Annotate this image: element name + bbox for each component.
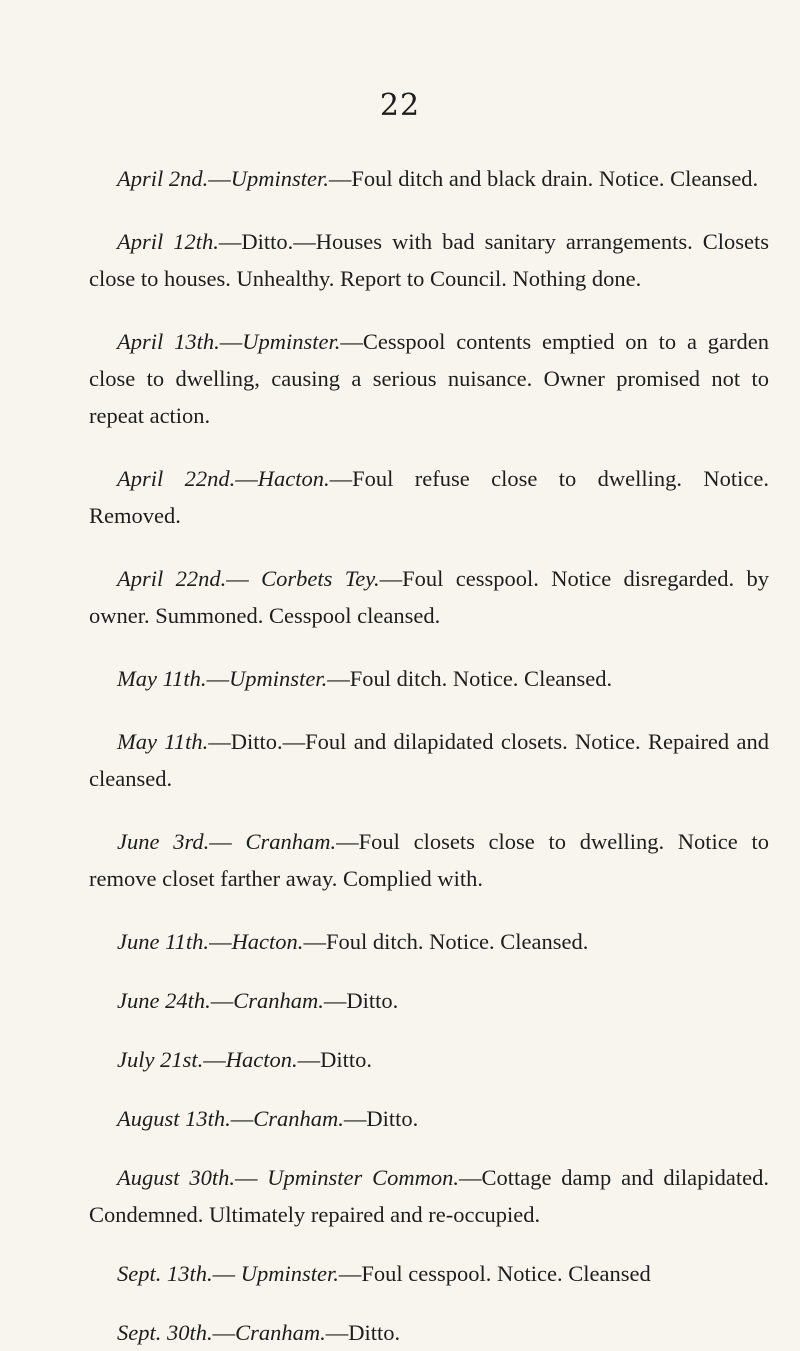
- entry-place: Upminster.: [240, 1261, 339, 1286]
- entry-separator: —: [226, 566, 262, 591]
- entry-separator: —: [208, 729, 231, 754]
- entry-text: —Ditto.: [343, 1106, 419, 1131]
- entry-place: Cranham.: [233, 988, 324, 1013]
- entry-text: —Foul ditch. Notice. Cleansed.: [327, 666, 613, 691]
- entry-date: August 30th.: [117, 1165, 235, 1190]
- entry-text: —Foul refuse close to dwelling. Notice. Removed.: [89, 466, 769, 528]
- entry-separator: —: [210, 988, 234, 1013]
- entry-separator: —: [209, 829, 246, 854]
- entry-date: June 3rd.: [117, 829, 210, 854]
- entry-date: Sept. 30th.: [117, 1320, 213, 1345]
- page-number: 22: [379, 88, 421, 123]
- entry-text: —Cottage damp and dilapidated. Condemned. Ultimately repaired and re-occupied.: [89, 1165, 769, 1227]
- entry: [89, 1100, 769, 1137]
- entry-date: July 21st.: [117, 1047, 204, 1072]
- entry-date: May 11th.: [117, 666, 207, 691]
- entry-text: —Ditto.: [325, 1320, 401, 1345]
- entry: [89, 982, 769, 1019]
- entry-text: —Ditto.: [297, 1047, 372, 1072]
- entry-place: Upminster.: [242, 329, 341, 354]
- entry-separator: —: [230, 1106, 254, 1131]
- entry: [89, 223, 769, 297]
- entry-separator: —: [219, 329, 243, 354]
- entry-place: Cranham.: [235, 1320, 326, 1345]
- entry-date: April 13th.: [117, 329, 220, 354]
- entry-separator: —: [203, 1047, 226, 1072]
- entry-date: August 13th.: [117, 1106, 231, 1131]
- entry-place: Corbets Tey.: [261, 566, 380, 591]
- entries-list: [89, 160, 769, 1351]
- entry-place: Upminster.: [229, 666, 328, 691]
- entry-separator: —: [235, 466, 258, 491]
- entry-place: Cranham.: [245, 829, 337, 854]
- entry-place: Hacton.: [225, 1047, 298, 1072]
- entry-text: —Ditto.: [323, 988, 399, 1013]
- entry-separator: —: [209, 929, 232, 954]
- entry-text: —Foul cesspool. Notice disregarded. by owner. Summoned. Cesspool cleansed.: [89, 566, 769, 628]
- entry-date: June 11th.: [117, 929, 210, 954]
- entry: [89, 923, 769, 960]
- entry-separator: —: [234, 1165, 268, 1190]
- entry-separator: —: [206, 666, 230, 691]
- entry: [89, 1255, 769, 1292]
- entry-text: —Foul ditch. Notice. Cleansed.: [303, 929, 589, 954]
- entry: [89, 823, 769, 897]
- entry-separator: —: [212, 1261, 241, 1286]
- entry-separator: —: [208, 166, 231, 191]
- entry: [89, 323, 769, 434]
- entry-text: —Cesspool contents emptied on to a garden close to dwelling, causing a serious nuisance. Owner promised not to repeat action.: [89, 329, 769, 428]
- entry: [89, 460, 769, 534]
- entry: [89, 1159, 769, 1233]
- entry-text: —Foul closets close to dwelling. Notice to remove closet farther away. Complied with.: [89, 829, 769, 891]
- entry-date: April 12th.: [117, 229, 219, 254]
- entry-place: Hacton.: [257, 466, 330, 491]
- entry-date: April 2nd.: [117, 166, 209, 191]
- entry: [89, 1314, 769, 1351]
- entry-separator: —: [212, 1320, 236, 1345]
- entry-place: Upminster.: [230, 166, 329, 191]
- entry-text: Ditto.—Houses with bad sanitary arrangements. Closets close to houses. Unhealthy. Report to Council. Nothing done.: [89, 229, 769, 291]
- entry-date: Sept. 13th.: [117, 1261, 213, 1286]
- entry-date: June 24th.: [117, 988, 211, 1013]
- entry-place: Upminster Common.: [267, 1165, 459, 1190]
- entry: [89, 560, 769, 634]
- entry-text: —Foul cesspool. Notice. Cleansed: [338, 1261, 651, 1286]
- entry: [89, 723, 769, 797]
- entry: [89, 160, 769, 197]
- entry-place: Cranham.: [253, 1106, 344, 1131]
- entry-date: April 22nd.: [117, 466, 236, 491]
- entry-date: May 11th.: [117, 729, 209, 754]
- entry: [89, 1041, 769, 1078]
- entry-date: April 22nd.: [117, 566, 227, 591]
- entry-text: Ditto.—Foul and dilapidated closets. Notice. Repaired and cleansed.: [89, 729, 769, 791]
- entry-text: —Foul ditch and black drain. Notice. Cleansed.: [328, 166, 759, 191]
- entry: [89, 660, 769, 697]
- entry-place: Hacton.: [231, 929, 304, 954]
- entry-separator: —: [218, 229, 242, 254]
